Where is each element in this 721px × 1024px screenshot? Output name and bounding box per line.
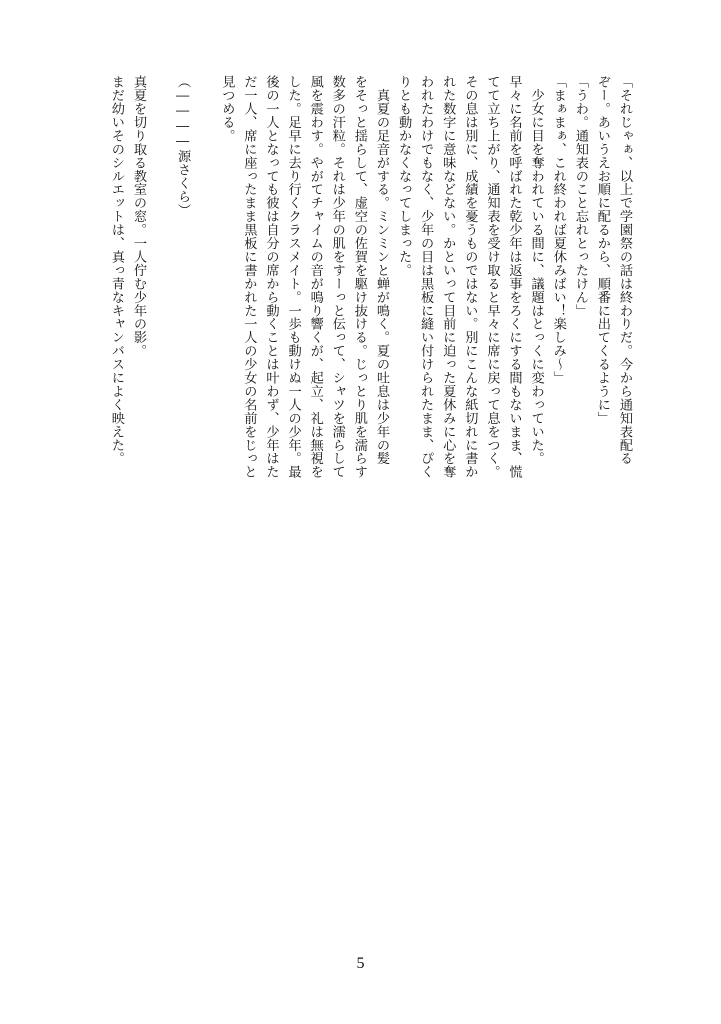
text-line: 「まぁまぁ、これ終われば夏休みばい！楽しみ〜」 — [550, 75, 566, 385]
text-line: りとも動かなくなってしまった。 — [396, 75, 412, 277]
text-line: われたわけでもなく、少年の目は黒板に縫い付けられたまま、ぴく — [418, 75, 434, 479]
text-line: 「それじゃぁ、以上で学園祭の話は終わりだ。今から通知表配る — [617, 75, 632, 466]
text-line: 早々に名前を呼ばれた乾少年は返事をろくにする間もないまま、慌 — [506, 75, 522, 479]
text-line: ぞー。あいうえお順に配るから、順番に出てくるように」 — [594, 75, 610, 425]
text-line: 「うわ。通知表のこと忘れとったけん」 — [572, 75, 588, 318]
text-line: まだ幼いそのシルエットは、真っ青なキャンバスによく映えた。 — [108, 75, 124, 466]
text-line: 真夏を切り取る教室の窓。一人佇む少年の影。 — [130, 75, 146, 358]
text-line: れた数字に意味などない。かといって目前に迫った夏休みに心を奪 — [440, 75, 456, 479]
text-line: した。足早に去り行くクラスメイト。一歩も動けぬ一人の少年。最 — [285, 75, 301, 479]
text-line: 風を震わす。やがてチャイムの音が鳴り響くが、起立、礼は無視を — [307, 75, 323, 479]
text-line: その息は別に、成績を憂うものではない。別にこんな紙切れに書か — [462, 75, 478, 479]
text-line: 少女に目を奪われている間に、議題はとっくに変わっていた。 — [528, 75, 544, 466]
text-line: てて立ち上がり、通知表を受け取ると早々に席に戻って息をつく。 — [484, 75, 500, 479]
text-line — [193, 75, 215, 620]
text-line: 真夏の足音がする。ミンミンと蝉が鳴く。夏の吐息は少年の髪 — [373, 75, 389, 466]
vertical-text-body — [75, 75, 635, 620]
text-line: だ一人、席に座ったまま黒板に書かれた一人の少女の名前をじっと — [241, 75, 257, 479]
page-number: 5 — [356, 955, 365, 972]
text-line — [149, 75, 171, 620]
text-line: 数多の汗粒。それは少年の肌をすーっと伝って、シャツを濡らして — [329, 75, 345, 479]
text-line: 後の一人となっても彼は自分の席から動くことは叶わず、少年はた — [263, 75, 279, 479]
text-line: 見つめる。 — [219, 75, 235, 143]
text-line: をそっと揺らして、虚空の佐賀を駆け抜ける。じっとり肌を濡らす — [351, 75, 367, 479]
text-line: （――――源さくら） — [175, 75, 191, 217]
